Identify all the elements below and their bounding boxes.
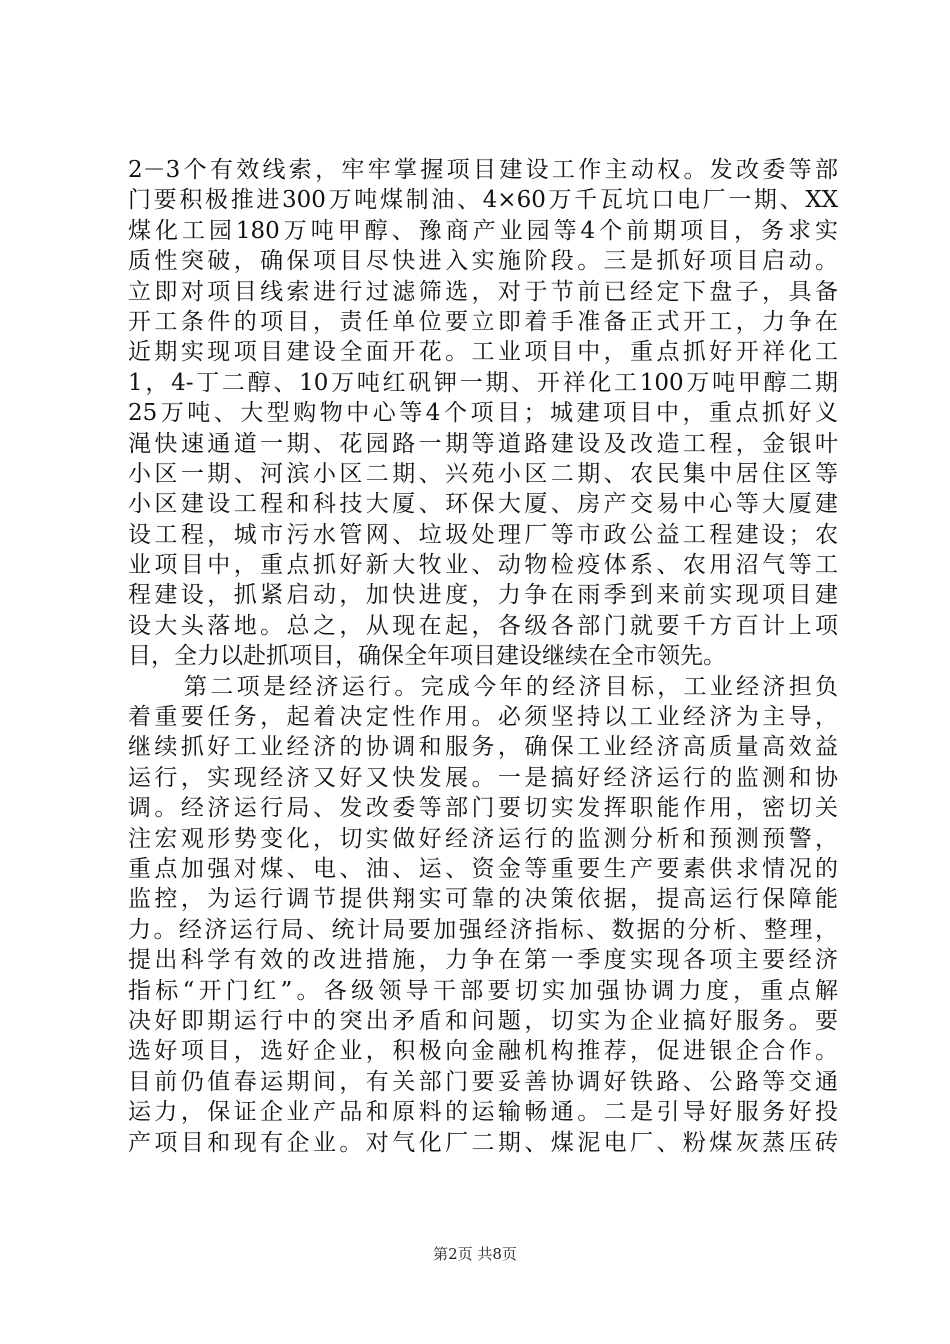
text-line: 注宏观形势变化，切实做好经济运行的监测分析和预测预警，	[128, 825, 838, 852]
text-line: 调。经济运行局、发改委等部门要切实发挥职能作用，密切关	[128, 795, 838, 822]
text-line: 质性突破，确保项目尽快进入实施阶段。三是抓好项目启动。	[128, 248, 838, 275]
text-line: 开工条件的项目，责任单位要立即着手准备正式开工，力争在	[128, 308, 838, 335]
text-line: 目前仍值春运期间，有关部门要妥善协调好铁路、公路等交通	[128, 1068, 838, 1095]
text-line: 监控，为运行调节提供翔实可靠的决策依据，提高运行保障能	[128, 886, 838, 913]
text-line: 立即对项目线索进行过滤筛选，对于节前已经定下盘子，具备	[128, 278, 838, 305]
text-line: 运力，保证企业产品和原料的运输畅通。二是引导好服务好投	[128, 1099, 838, 1126]
text-line: 业项目中，重点抓好新大牧业、动物检疫体系、农用沼气等工	[128, 552, 838, 579]
text-line: 煤化工园180万吨甲醇、豫商产业园等4个前期项目，务求实	[128, 217, 838, 244]
text-line: 设工程，城市污水管网、垃圾处理厂等市政公益工程建设；农	[128, 521, 838, 548]
text-line: 指标“开门红”。各级领导干部要切实加强协调力度，重点解	[128, 977, 838, 1004]
text-line: 小区建设工程和科技大厦、环保大厦、房产交易中心等大厦建	[128, 491, 838, 518]
body-text	[128, 155, 838, 1158]
text-line: 运行，实现经济又好又快发展。一是搞好经济运行的监测和协	[128, 764, 838, 791]
text-line: 决好即期运行中的突出矛盾和问题，切实为企业搞好服务。要	[128, 1007, 838, 1034]
text-line: 设大头落地。总之，从现在起，各级各部门就要千方百计上项	[128, 612, 838, 639]
text-line: 提出科学有效的改进措施，力争在第一季度实现各项主要经济	[128, 947, 838, 974]
page-number-footer: 第2页 共8页	[433, 1245, 517, 1263]
text-line: 着重要任务，起着决定性作用。必须坚持以工业经济为主导，	[128, 704, 838, 731]
text-line: 程建设，抓紧启动，加快进度，力争在雨季到来前实现项目建	[128, 582, 838, 609]
text-line: 力。经济运行局、统计局要加强经济指标、数据的分析、整理，	[128, 916, 838, 943]
paragraph-end-line: 目，全力以赴抓项目，确保全年项目建设继续在全市领先。	[128, 643, 726, 670]
text-line: 25万吨、大型购物中心等4个项目；城建项目中，重点抓好义	[128, 400, 838, 427]
paragraph-start-line: 第二项是经济运行。完成今年的经济目标，工业经济担负	[184, 673, 838, 700]
text-line: 1，4-丁二醇、10万吨红矾钾一期、开祥化工100万吨甲醇二期	[128, 369, 838, 396]
text-line: 选好项目，选好企业，积极向金融机构推荐，促进银企合作。	[128, 1038, 838, 1065]
text-line: 重点加强对煤、电、油、运、资金等重要生产要素供求情况的	[128, 855, 838, 882]
text-line: 2－3个有效线索，牢牢掌握项目建设工作主动权。发改委等部	[128, 157, 838, 183]
text-line: 近期实现项目建设全面开花。工业项目中，重点抓好开祥化工	[128, 339, 838, 366]
text-line: 门要积极推进300万吨煤制油、4×60万千瓦坑口电厂一期、XX	[128, 187, 838, 214]
text-line: 继续抓好工业经济的协调和服务，确保工业经济高质量高效益	[128, 734, 838, 761]
text-line: 小区一期、河滨小区二期、兴苑小区二期、农民集中居住区等	[128, 460, 838, 487]
text-line: 渑快速通道一期、花园路一期等道路建设及改造工程，金银叶	[128, 430, 838, 457]
text-line: 产项目和现有企业。对气化厂二期、煤泥电厂、粉煤灰蒸压砖	[128, 1129, 838, 1156]
